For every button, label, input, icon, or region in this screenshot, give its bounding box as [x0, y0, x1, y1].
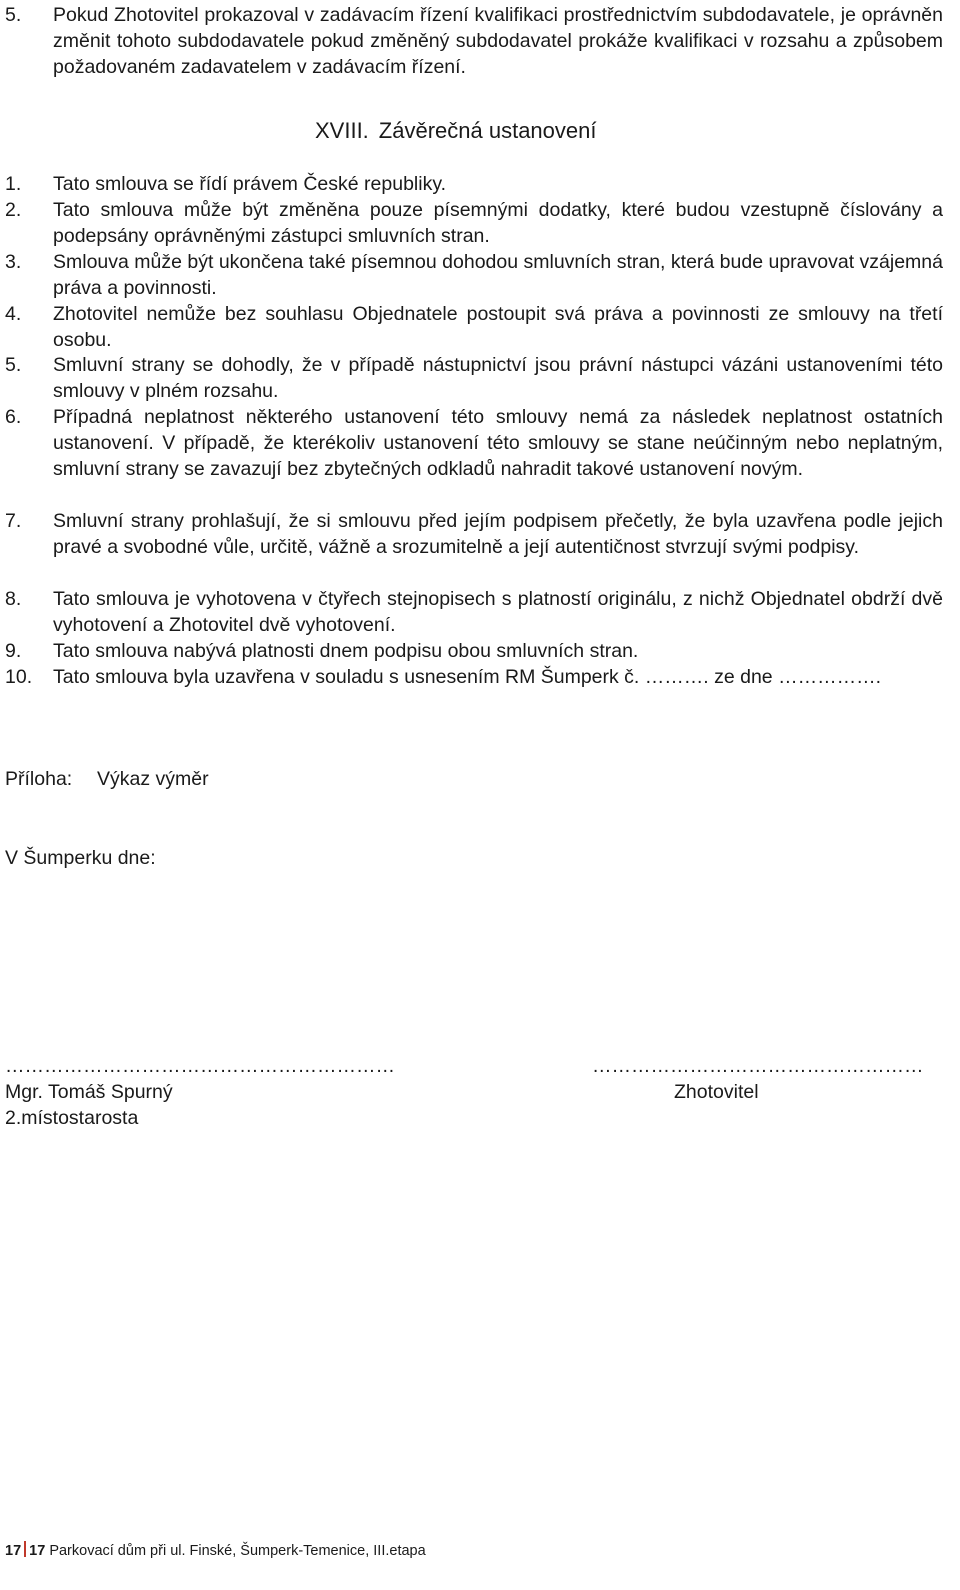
signature-block-left: [5, 1053, 395, 1131]
item-number: 4.: [5, 303, 22, 325]
item-number: 1.: [5, 173, 22, 195]
list-item: [5, 197, 943, 249]
list-item: [5, 171, 943, 197]
item-number: 5.: [5, 354, 22, 376]
item-text: Tato smlouva může být změněna pouze písemnými dodatky, které budou vzestupně číslovány a podepsány oprávněnými zástupci smluvních stran.: [53, 199, 943, 247]
page-number-total: 17: [29, 1543, 46, 1559]
attachment-label: Příloha:: [5, 768, 73, 790]
item-number: 9.: [5, 640, 22, 662]
list-item: [5, 664, 943, 690]
list-item: [5, 301, 943, 353]
list-item: [5, 404, 943, 482]
item-text: Smlouva může být ukončena také písemnou dohodou smluvních stran, která bude upravovat vzájemná práva a povinnosti.: [53, 251, 943, 299]
signature-block-right: [592, 1053, 924, 1105]
item-number: 6.: [5, 406, 22, 428]
attachment-line: [5, 766, 209, 792]
page-number-current: 17: [5, 1543, 22, 1559]
item-number: 10.: [5, 666, 33, 688]
item-number: 8.: [5, 588, 22, 610]
item-number: 2.: [5, 199, 22, 221]
signature-line: ……………………………………………………: [5, 1055, 395, 1077]
signatory-role: 2.místostarosta: [5, 1107, 139, 1129]
footer-project-title: Parkovací dům při ul. Finské, Šumperk-Temenice, III.etapa: [49, 1543, 426, 1559]
list-item: [5, 508, 943, 560]
item-text: Smluvní strany prohlašují, že si smlouvu před jejím podpisem přečetly, že byla uzavřena podle jejich pravé a svobodné vůle, určitě, vážně a srozumitelně a její autentičnost stvrzují svými podpisy.: [53, 510, 943, 558]
section-title: Závěrečná ustanovení: [378, 118, 597, 143]
attachment-value: Výkaz výměr: [97, 768, 209, 790]
section-number: XVIII.: [315, 118, 369, 143]
list-item: [5, 638, 943, 664]
signature-line: ……………………………………………: [592, 1055, 924, 1077]
item-text: Pokud Zhotovitel prokazoval v zadávacím řízení kvalifikaci prostřednictvím subdodavatele, je oprávněn změnit tohoto subdodavatele pokud změněný subdodavatel prokáže kvalifikaci v rozsahu a způsobem požadovaném zadavatelem v zadávacím řízení.: [53, 4, 943, 78]
item-text: Smluvní strany se dohodly, že v případě nástupnictví jsou právní nástupci vázáni ustanoveními této smlouvy v plném rozsahu.: [53, 354, 943, 402]
place-date: V Šumperku dne:: [5, 847, 156, 869]
section-heading: [315, 117, 597, 145]
item-text: Tato smlouva se řídí právem České republiky.: [53, 173, 447, 195]
page-footer: [5, 1541, 426, 1561]
item-text: Tato smlouva nabývá platnosti dnem podpisu obou smluvních stran.: [53, 640, 639, 662]
previous-section-item: [5, 2, 943, 80]
item-number: 3.: [5, 251, 22, 273]
item-text: Zhotovitel nemůže bez souhlasu Objednatele postoupit svá práva a povinnosti ze smlouvy na třetí osobu.: [53, 303, 943, 351]
item-number: 5.: [5, 4, 22, 26]
list-item: [5, 352, 943, 404]
item-text: Případná neplatnost některého ustanovení této smlouvy nemá za následek neplatnost ostatních ustanovení. V případě, že kterékoliv ustanovení této smlouvy se stane neúčinným nebo neplatným, smluvní strany se zavazují bez zbytečných odkladů nahradit takové ustanovení novým.: [53, 406, 943, 480]
list-item: [5, 586, 943, 638]
item-number: 7.: [5, 510, 22, 532]
list-item: [5, 249, 943, 301]
footer-separator: [24, 1541, 26, 1557]
signatory-name: Zhotovitel: [674, 1081, 759, 1103]
signatory-name: Mgr. Tomáš Spurný: [5, 1081, 173, 1103]
item-text: Tato smlouva je vyhotovena v čtyřech stejnopisech s platností originálu, z nichž Objednatel obdrží dvě vyhotovení a Zhotovitel dvě vyhotovení.: [53, 588, 943, 636]
item-text: Tato smlouva byla uzavřena v souladu s usnesením RM Šumperk č. ………. ze dne …………….: [53, 666, 881, 688]
